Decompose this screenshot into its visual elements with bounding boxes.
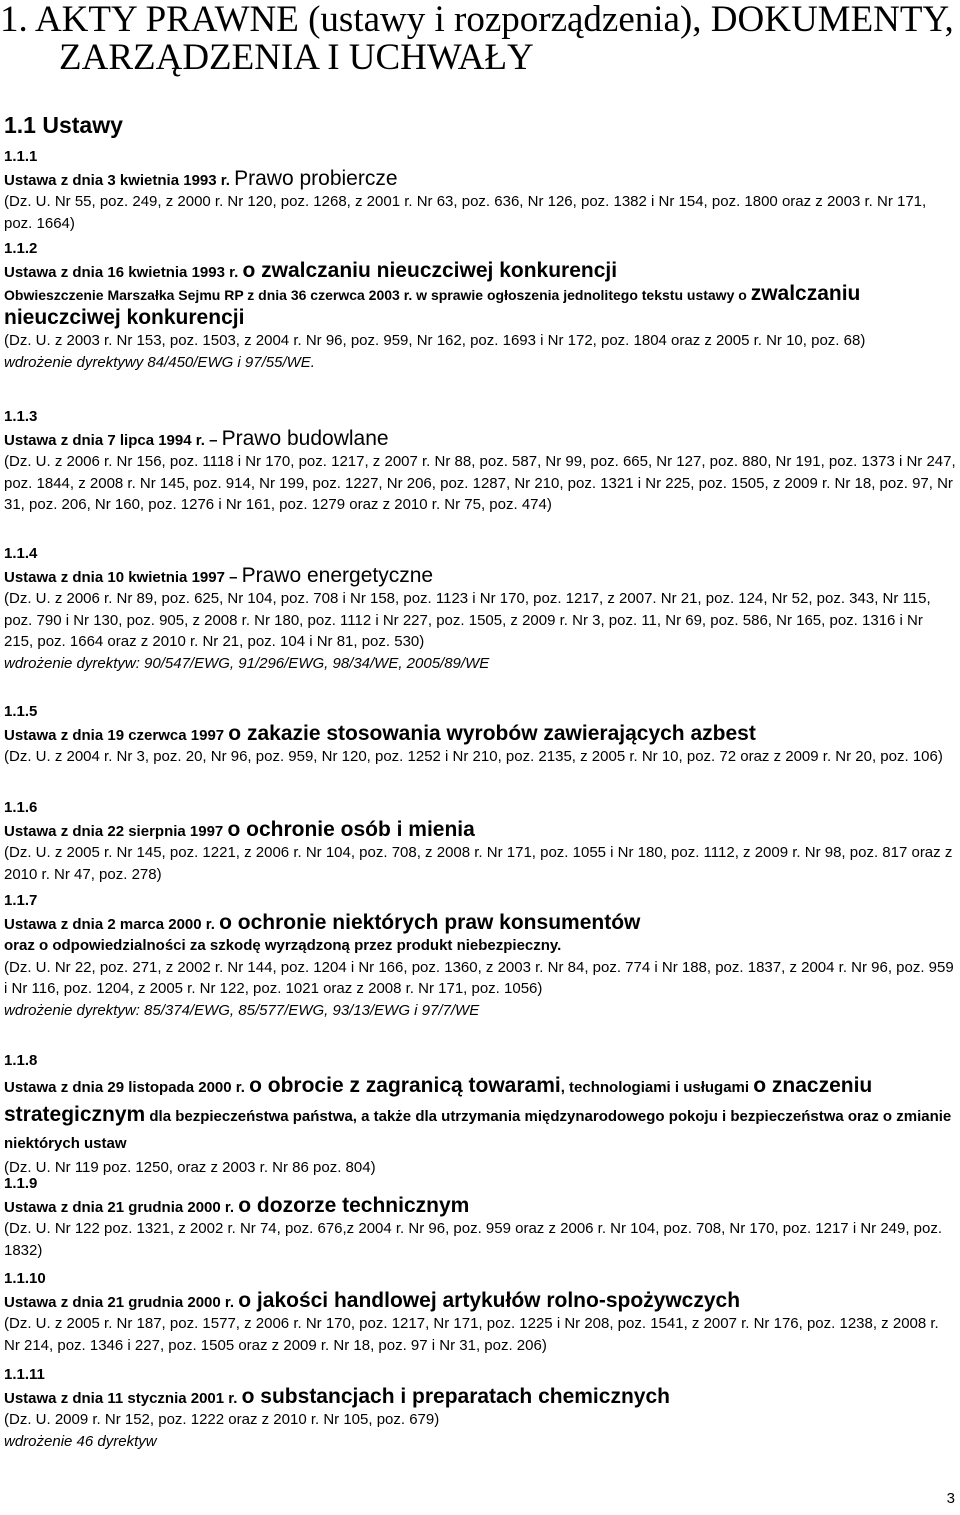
act-entry-11 [4,1364,956,1452]
entry-heading [4,1290,956,1314]
entry-number: 1.1.9 [4,1175,38,1192]
entry-title: o zakazie stosowania wyrobów zawierających azbest [228,721,756,745]
entry-reference: (Dz. U. z 2006 r. Nr 89, poz. 625, Nr 104, poz. 708 i Nr 158, poz. 1123 i Nr 170, poz. 1217, z 2007. Nr 21, poz. 124, Nr 52, poz. 343, Nr 115, poz. 790 i Nr 130, poz. 905, z 2008 r. Nr 180, poz. 1112 i Nr 227, poz. 1505, z 2009 r. Nr 3, poz. 11, Nr 69, poz. 586, Nr 165, poz. 1316 i Nr 215, poz. 1664 oraz z 2010 r. Nr 21, poz. 104 i Nr 81, poz. 530) [4,590,931,651]
entry-implementation: wdrożenie dyrektyw: 85/374/EWG, 85/577/EWG, 93/13/EWG i 97/7/WE [4,1001,480,1019]
entry-heading-prefix: Ustawa z dnia 10 kwietnia 1997 – [4,568,242,586]
act-entry-6 [4,797,956,885]
entry-title: o ochronie osób i mienia [227,817,475,841]
entry-title: Prawo probiercze [234,166,398,190]
act-entry-5 [4,701,956,768]
entry-number: 1.1.6 [4,799,38,816]
entry-subtitle: oraz o odpowiedzialności za szkodę wyrządzoną przez produkt niebezpieczny. [4,937,562,955]
entry-heading [4,168,956,192]
entry-heading-prefix: Ustawa z dnia 3 kwietnia 1993 r. [4,171,235,189]
entry-number: 1.1.4 [4,545,38,562]
entry-implementation: wdrożenie 46 dyrektyw [4,1432,157,1450]
entry-reference: (Dz. U. z 2005 r. Nr 187, poz. 1577, z 2006 r. Nr 170, poz. 1217, Nr 171, poz. 1225 i Nr 208, poz. 1541, z 2007 r. Nr 176, poz. 1238, z 2008 r. Nr 214, poz. 1346 i 227, poz. 1505 oraz z 2009 r. Nr 18, poz. 97 i Nr 31, poz. 206) [4,1315,939,1354]
entry-heading-cont1: , technologiami i usługami [560,1078,754,1096]
entry-heading-prefix: Ustawa z dnia 16 kwietnia 1993 r. [4,263,243,281]
entry-reference: (Dz. U. z 2006 r. Nr 156, poz. 1118 i Nr 170, poz. 1217, z 2007 r. Nr 88, poz. 587, Nr 99, poz. 665, Nr 127, poz. 880, Nr 191, poz. 1373 i Nr 247, poz. 1844, z 2008 r. Nr 145, poz. 914, Nr 199, poz. 1227, Nr 206, poz. 1287, Nr 210, poz. 1321 i Nr 225, poz. 1505, z 2009 r. Nr 18, poz. 97, Nr 31, poz. 206, Nr 160, poz. 1276 i Nr 161, poz. 1279 oraz z 2010 r. Nr 75, poz. 474) [4,453,956,514]
entry-heading [4,819,956,843]
entry-heading [4,1386,956,1410]
act-entry-3 [4,406,956,516]
entry-number: 1.1.7 [4,892,38,909]
entry-title: o obrocie z zagranicą towarami [249,1073,561,1097]
entry-number: 1.1.5 [4,703,38,720]
entry-reference: (Dz. U. 2009 r. Nr 152, poz. 1222 oraz z 2010 r. Nr 105, poz. 679) [4,1411,440,1429]
entry-implementation: wdrożenie dyrektyw: 90/547/EWG, 91/296/EWG, 98/34/WE, 2005/89/WE [4,654,490,672]
entry-heading [4,1072,956,1157]
entry-title-2: o znaczeniu strategicznym [4,1073,873,1126]
entry-notice [4,283,956,330]
entry-reference: (Dz. U. Nr 55, poz. 249, z 2000 r. Nr 120, poz. 1268, z 2001 r. Nr 63, poz. 636, Nr 126, poz. 1382 i Nr 154, poz. 1800 oraz z 2003 r. Nr 171, poz. 1664) [4,193,927,232]
entry-title: o zwalczaniu nieuczciwej konkurencji [242,258,618,282]
entry-notice-title: zwalczaniu nieuczciwej konkurencji [4,282,861,329]
entry-number: 1.1.3 [4,408,38,425]
entry-title: o ochronie niektórych praw konsumentów [219,910,641,934]
section-heading: 1.1 Ustawy [4,112,123,138]
entry-heading-prefix: Ustawa z dnia 29 listopada 2000 r. [4,1078,250,1096]
entry-number: 1.1.2 [4,240,38,257]
entry-heading-prefix: Ustawa z dnia 7 lipca 1994 r. – [4,431,222,449]
act-entry-2 [4,238,956,374]
entry-number: 1.1.11 [4,1366,45,1383]
entry-heading-prefix: Ustawa z dnia 21 grudnia 2000 r. [4,1293,239,1311]
entry-reference: (Dz. U. z 2005 r. Nr 145, poz. 1221, z 2006 r. Nr 104, poz. 708, z 2008 r. Nr 171, poz. 1055 i Nr 180, poz. 1112, z 2009 r. Nr 98, poz. 817 oraz z 2010 r. Nr 47, poz. 278) [4,844,953,883]
entry-heading [4,1195,956,1219]
entry-implementation: wdrożenie dyrektywy 84/450/EWG i 97/55/WE. [4,353,315,371]
main-heading-line2: ZARZĄDZENIA I UCHWAŁY [59,37,534,78]
entry-heading-prefix: Ustawa z dnia 11 stycznia 2001 r. [4,1389,242,1407]
main-heading-line1: 1. AKTY PRAWNE (ustawy i rozporządzenia), DOKUMENTY, [0,0,954,40]
entry-title: Prawo budowlane [221,426,389,450]
entry-heading-prefix: Ustawa z dnia 2 marca 2000 r. [4,915,220,933]
entry-notice-text: Obwieszczenie Marszałka Sejmu RP z dnia 36 czerwca 2003 r. w sprawie ogłoszenia jednolitego tekstu ustawy o [4,287,751,304]
entry-heading-prefix: Ustawa z dnia 22 sierpnia 1997 [4,822,228,840]
entry-heading-cont2: dla bezpieczeństwa państwa, a także dla utrzymania międzynarodowego pokoju i bezpieczeństwa oraz o zmianie niektórych ustaw [4,1107,952,1152]
entry-reference: (Dz. U. Nr 122 poz. 1321, z 2002 r. Nr 74, poz. 676,z 2004 r. Nr 96, poz. 959 oraz z 2006 r. Nr 104, poz. 708, Nr 170, poz. 1217 i Nr 249, poz. 1832) [4,1220,943,1259]
entry-title: o substancjach i preparatach chemicznych [241,1384,670,1408]
act-entry-10 [4,1268,956,1356]
entry-title: o dozorze technicznym [238,1193,470,1217]
entry-heading [4,428,956,452]
entry-heading-prefix: Ustawa z dnia 19 czerwca 1997 [4,726,229,744]
entry-reference: (Dz. U. Nr 22, poz. 271, z 2002 r. Nr 144, poz. 1204 i Nr 166, poz. 1360, z 2003 r. Nr 84, poz. 774 i Nr 188, poz. 1837, z 2004 r. Nr 96, poz. 959 i Nr 116, poz. 1204, z 2005 r. Nr 122, poz. 1021 oraz z 2008 r. Nr 171, poz. 1056) [4,958,954,998]
entry-number: 1.1.8 [4,1052,38,1069]
entry-reference: (Dz. U. Nr 119 poz. 1250, oraz z 2003 r. Nr 86 poz. 804) [4,1158,376,1176]
entry-heading [4,260,956,284]
entry-number: 1.1.1 [4,148,38,165]
act-entry-1 [4,146,956,234]
entry-number: 1.1.10 [4,1270,46,1287]
act-entry-8 [4,1050,956,1178]
entry-heading [4,912,956,936]
entry-heading [4,565,956,589]
act-entry-7 [4,890,956,1022]
entry-title: o jakości handlowej artykułów rolno-spożywczych [238,1288,741,1312]
entry-title: Prawo energetyczne [241,563,434,587]
entry-reference: (Dz. U. z 2004 r. Nr 3, poz. 20, Nr 96, poz. 959, Nr 120, poz. 1252 i Nr 210, poz. 2135, z 2005 r. Nr 10, poz. 72 oraz z 2009 r. Nr 20, poz. 106) [4,748,943,766]
page-number: 3 [946,1490,955,1507]
entry-heading-prefix: Ustawa z dnia 21 grudnia 2000 r. [4,1198,239,1216]
entry-heading [4,723,956,747]
entry-reference: (Dz. U. z 2003 r. Nr 153, poz. 1503, z 2004 r. Nr 96, poz. 959, Nr 162, poz. 1693 i Nr 172, poz. 1804 oraz z 2005 r. Nr 10, poz. 68) [4,332,866,350]
act-entry-9 [4,1173,956,1261]
act-entry-4 [4,543,956,675]
